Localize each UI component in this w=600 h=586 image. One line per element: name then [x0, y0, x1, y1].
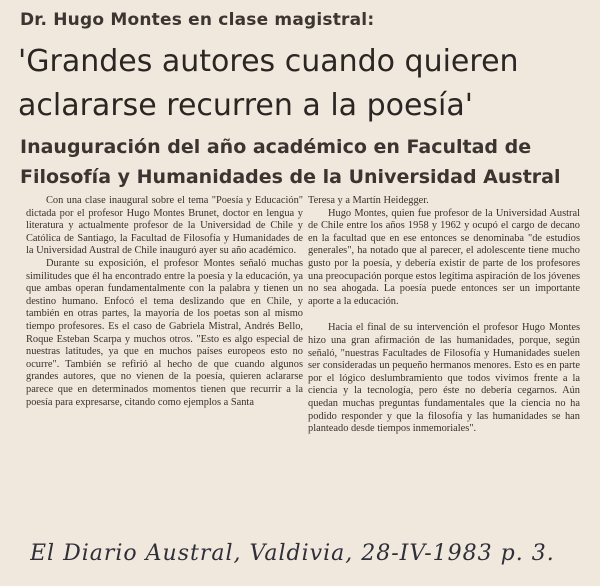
right-paragraph-1: Teresa y a Martín Heidegger. [308, 195, 429, 206]
article-kicker: Dr. Hugo Montes en clase magistral: [20, 10, 375, 30]
handwritten-source-note: El Diario Austral, Valdivia, 28-IV-1983 p. 3. [30, 541, 555, 566]
right-paragraph-3: Hacia el final de su intervención el profesor Hugo Montes hizo una gran afirmación de las humanidades, porque, según señaló, "nuestras Facultades de Filosofía y Humanidades suelen ser consideradas un pequeño hermanos menores. Esto es en parte por el lógico deslumbramiento que todos vivimos frente a la ciencia y la tecnología, pero éste no debería cegarnos. Aún quedan muchas preguntas fundamentales que la ciencia no ha podido responder y que la filosofía y las humanidades se han planteado desde tiempos inmemoriales". [308, 322, 580, 435]
article-subheadline: Inauguración del año académico en Facultad de Filosofía y Humanidades de la Universidad Austral [20, 136, 561, 188]
left-paragraph-1: Con una clase inaugural sobre el tema "Poesía y Educación" dictada por el profesor Hugo Montes Brunet, doctor en lengua y literatura y actualmente profesor de la Universidad de Chile y Católica de Santiago, la Facultad de Filosofía y Humanidades de la Universidad Austral de Chile inauguró ayer su año académico. [26, 195, 303, 257]
right-paragraph-2: Hugo Montes, quien fue profesor de la Universidad Austral de Chile entre los años 1958 y 1962 y ocupó el cargo de decano en la facultad que en ese entonces se denominaba "de estudios generales", ha notado que al parecer, el adolescente tiene mucho gusto por la poesía, y debería existir de parte de los profesores una preocupación porque estos legítima aspiración de los jóvenes no sea ahogada. La poesía puede entonces ser un importante aporte a la educación. [308, 207, 580, 307]
article-headline: 'Grandes autores cuando quieren aclararse recurren a la poesía' [18, 44, 519, 123]
article-right-column [308, 195, 580, 436]
article-left-column [26, 195, 303, 409]
left-paragraph-2: Durante su exposición, el profesor Montes señaló muchas similitudes que él ha encontrado entre la poesía y la educación, ya que ambas operan fundamentalmente con la palabra y tienen un destino humano. Enfocó el tema deslizando que en Chile, y también en otras partes, la mayoría de los poetas son al mismo tiempo profesores. Es el caso de Gabriela Mistral, Andrés Bello, Roque Esteban Scarpa y muchos otros. "Esto es algo especial de nuestras latitudes, ya que en muchos países europeos esto no ocurre". También se refirió al hecho de que cuando algunos grandes autores, que no vienen de la poesía, quieren aclararse parece que en determinados momentos tienen que recurrir a la poesía para expresarse, citando como ejemplos a Santa [26, 257, 303, 408]
